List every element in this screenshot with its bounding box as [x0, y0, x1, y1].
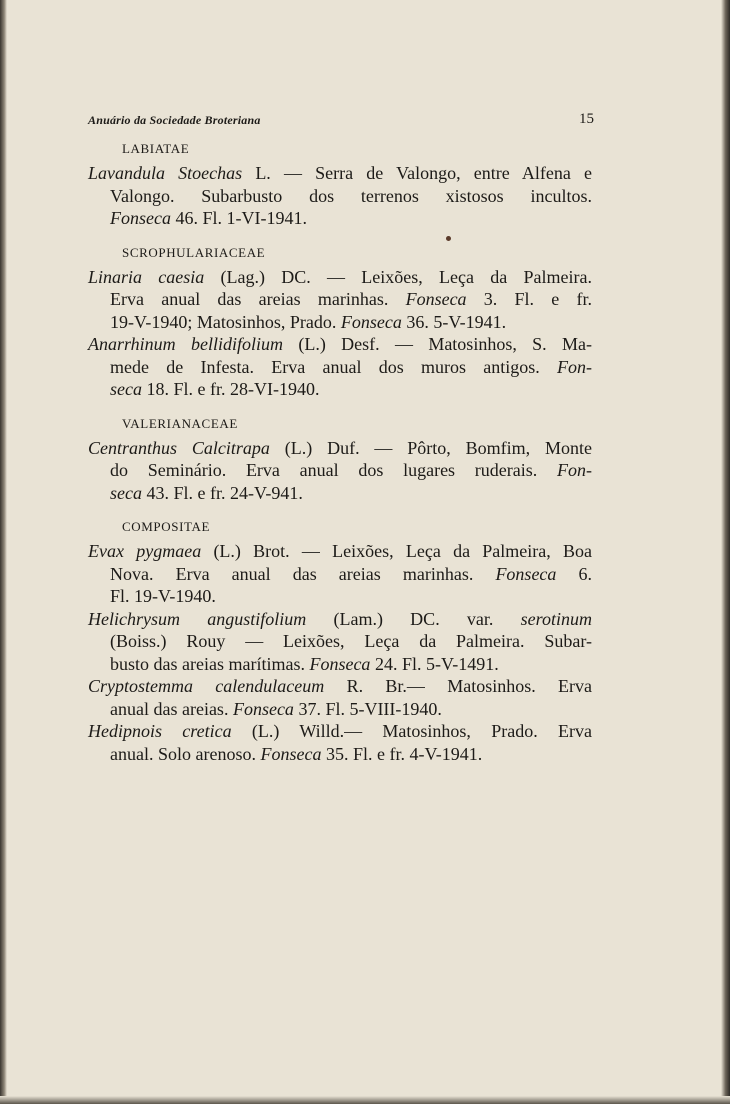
roman-text: 36. 5-V-1941. — [401, 311, 507, 332]
italic-text: Lavandula Stoechas — [88, 163, 243, 183]
journal-title: Anuário da Sociedade Broteriana — [88, 113, 261, 127]
section-gap — [88, 504, 592, 518]
scan-edge-bottom — [0, 1096, 730, 1104]
entry-line — [88, 356, 592, 379]
roman-text: (L.) Brot. — Leixões, Leça da Palmeira, Boa — [201, 541, 593, 561]
italic-text: seca — [110, 379, 142, 399]
roman-text: 19-V-1940; Matosinhos, Prado. — [110, 311, 341, 332]
italic-text: Centranthus Calcitrapa — [88, 437, 270, 458]
entry-line — [88, 437, 592, 460]
roman-text: 37. Fl. 5-VIII-1940. — [293, 698, 442, 719]
roman-text: Nova. Erva anual das areias marinhas. — [110, 563, 496, 584]
roman-text: 6. — [556, 563, 593, 584]
roman-text: 35. Fl. e fr. 4-V-1941. — [321, 743, 483, 764]
species-entry — [88, 675, 592, 720]
section-gap — [88, 401, 592, 415]
entry-line — [88, 185, 592, 208]
italic-text: Hedipnois cretica — [88, 721, 232, 741]
italic-text: seca — [110, 482, 142, 503]
italic-text: Fon- — [557, 460, 592, 480]
roman-text: 3. Fl. e fr. — [466, 289, 592, 309]
italic-text: Fonseca — [309, 653, 371, 674]
species-entry — [88, 540, 592, 608]
roman-text: 24. Fl. 5-V-1491. — [370, 653, 499, 674]
running-head — [88, 111, 594, 131]
page-number: 15 — [579, 111, 594, 127]
species-entry — [88, 437, 592, 505]
roman-text: Valongo. Subarbusto dos terrenos xistosos incultos. — [110, 185, 592, 206]
italic-text: Fonseca — [340, 311, 402, 332]
roman-text: Fl. 19-V-1940. — [110, 586, 216, 606]
species-entry — [88, 333, 592, 401]
italic-text: Anarrhinum bellidifolium — [88, 334, 284, 354]
entry-line — [88, 266, 592, 289]
entry-line — [88, 540, 592, 563]
italic-text: Evax pygmaea — [88, 541, 202, 561]
roman-text: (Boiss.) Rouy — Leixões, Leça da Palmeira. Subar- — [110, 631, 592, 651]
roman-text: (L.) Desf. — Matosinhos, S. Ma- — [283, 334, 592, 354]
roman-text: anual. Solo arenoso. — [110, 743, 261, 764]
italic-text: Linaria caesia — [88, 266, 205, 287]
roman-text: Erva anual das areias marinhas. — [110, 289, 406, 309]
species-entry — [88, 266, 592, 334]
entry-line — [88, 630, 592, 653]
entry-line — [88, 563, 592, 586]
italic-text: serotinum — [520, 608, 592, 629]
roman-text: R. Br.— Matosinhos. Erva — [324, 676, 593, 696]
family-heading: VALERIANACEAE — [122, 415, 238, 431]
roman-text: (Lag.) DC. — Leixões, Leça da Palmeira. — [204, 266, 592, 287]
section-gap — [88, 230, 592, 244]
italic-text: Cryptostemma calendulaceum — [88, 676, 325, 696]
scan-edge-left — [0, 0, 7, 1104]
roman-text: (L.) Duf. — Pôrto, Bomfim, Monte — [269, 437, 592, 458]
family-heading: SCROPHULARIACEAE — [122, 244, 266, 260]
roman-text: 18. Fl. e fr. 28-VI-1940. — [141, 379, 320, 399]
entry-line — [88, 311, 592, 334]
species-entry — [88, 720, 592, 765]
entry-line — [88, 378, 592, 401]
scan-edge-right — [721, 0, 730, 1104]
entry-line — [88, 162, 592, 185]
italic-text: Fonseca — [232, 698, 294, 719]
italic-text: Fonseca — [110, 208, 171, 228]
entry-line — [88, 675, 592, 698]
entry-line — [88, 743, 592, 766]
roman-text: do Seminário. Erva anual dos lugares ruderais. — [110, 460, 557, 480]
entry-line — [88, 459, 592, 482]
roman-text: anual das areias. — [110, 698, 233, 719]
family-heading: COMPOSITAE — [122, 519, 211, 534]
roman-text: (L.) Willd.— Matosinhos, Prado. Erva — [231, 721, 592, 741]
entry-line — [88, 288, 592, 311]
italic-text: Fonseca — [405, 289, 467, 309]
italic-text: Helichrysum angustifolium — [88, 608, 307, 629]
family-heading: LABIATAE — [122, 141, 190, 156]
italic-text: Fonseca — [260, 743, 322, 764]
roman-text: mede de Infesta. Erva anual dos muros antigos. — [110, 356, 557, 377]
species-entry — [88, 608, 592, 676]
entry-line — [88, 207, 592, 230]
roman-text: busto das areias marítimas. — [110, 653, 310, 674]
entry-line — [88, 585, 592, 608]
entry-line — [88, 698, 592, 721]
roman-text: 46. Fl. 1-VI-1941. — [170, 208, 307, 228]
entry-line — [88, 333, 592, 356]
roman-text: 43. Fl. e fr. 24-V-941. — [141, 482, 303, 503]
page-body — [88, 140, 592, 765]
roman-text: L. — Serra de Valongo, entre Alfena e — [242, 163, 592, 183]
entry-line — [88, 482, 592, 505]
roman-text: (Lam.) DC. var. — [306, 608, 521, 629]
italic-text: Fonseca — [495, 563, 557, 584]
species-entry — [88, 162, 592, 230]
entry-line — [88, 720, 592, 743]
entry-line — [88, 608, 592, 631]
italic-text: Fon- — [557, 356, 592, 377]
entry-line — [88, 653, 592, 676]
